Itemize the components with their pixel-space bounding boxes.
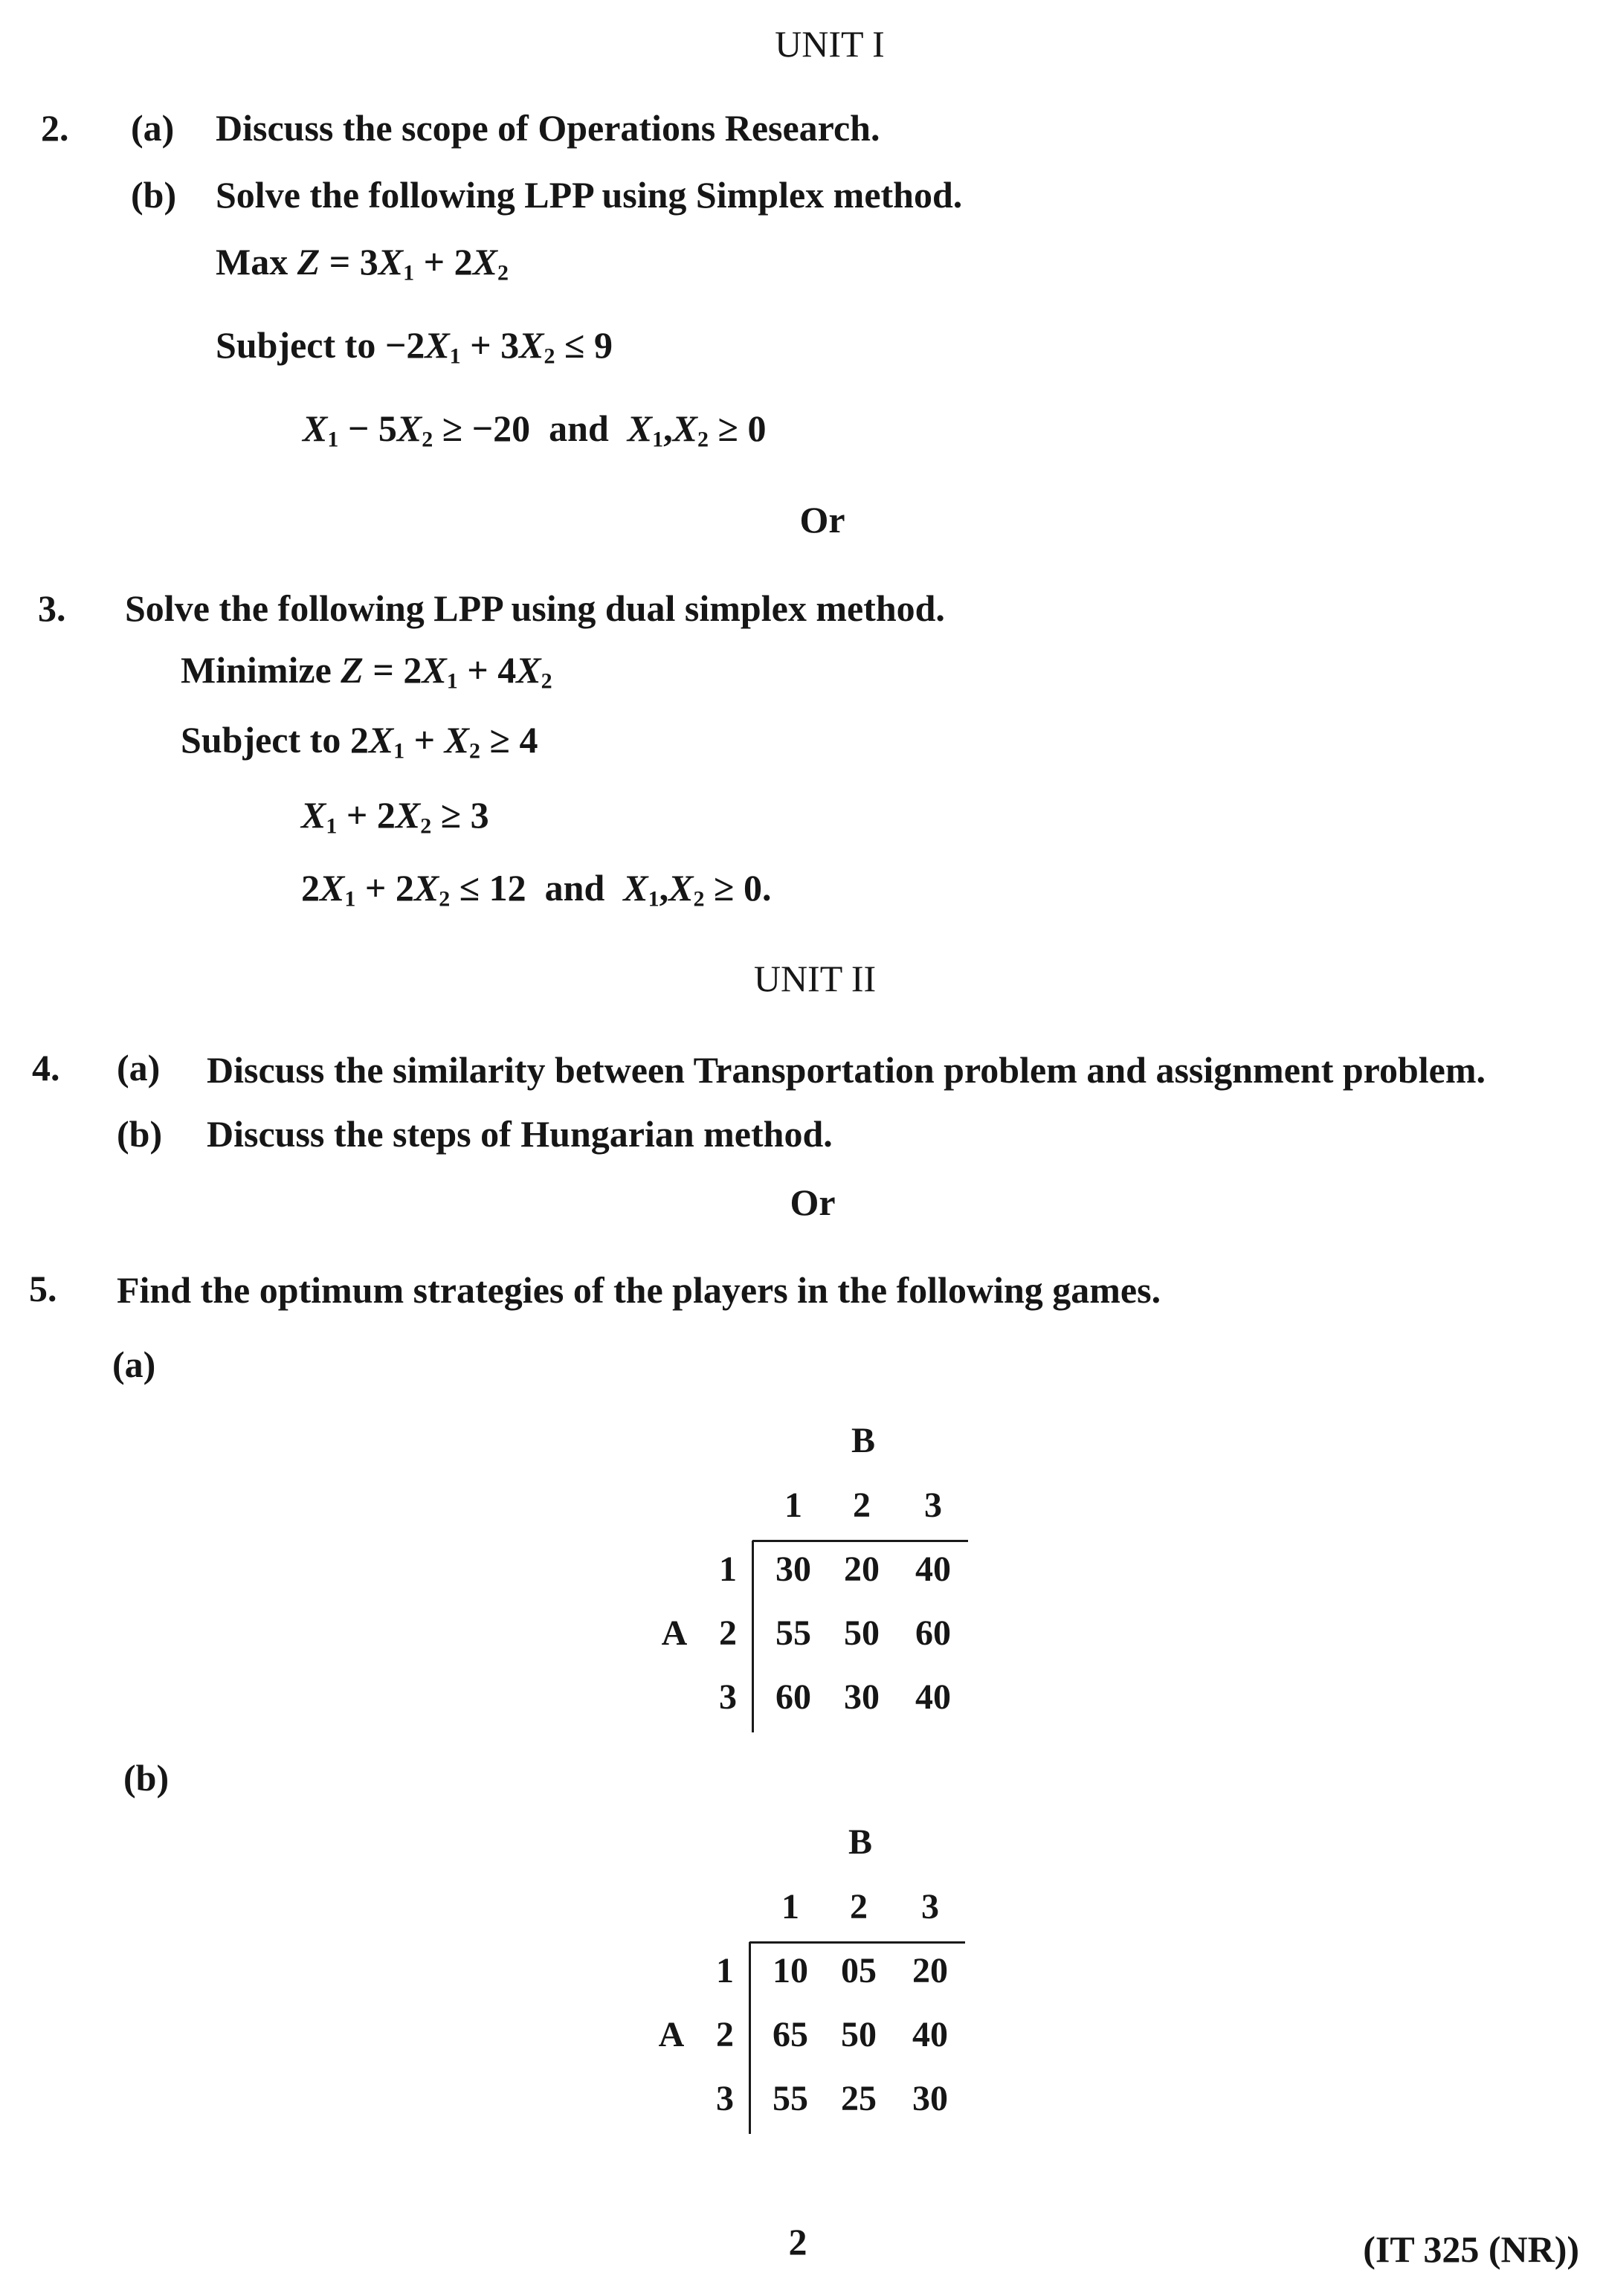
question-2b-text: Solve the following LPP using Simplex method.	[216, 174, 963, 216]
row-player-label: A	[661, 1613, 688, 1653]
row-label-rule	[749, 1942, 751, 2134]
question-3-constraint-1: Subject to $2X_1 + X_2 \ge 4$	[181, 719, 538, 764]
variable-symbol: X	[301, 794, 326, 836]
subscript-index: 2	[541, 668, 552, 694]
question-5-number: 5.	[29, 1268, 57, 1309]
variable-symbol: X	[519, 324, 544, 366]
variable-symbol: X	[516, 649, 541, 691]
variable-symbol: X	[395, 794, 421, 836]
row-strategy: 2	[716, 2015, 734, 2054]
row-player-label: A	[658, 2015, 685, 2054]
subscript-index: 2	[420, 813, 432, 839]
row-strategy: 3	[716, 2079, 734, 2118]
variable-symbol: X	[396, 407, 422, 449]
column-strategy: 2	[850, 1887, 868, 1926]
unit-1-heading: UNIT I	[775, 23, 885, 65]
column-strategy: 3	[924, 1486, 942, 1525]
question-3-constraint-3: $2X_1 + 2X_2 \le 12$ and $X_1,X_2 \ge 0$.	[301, 867, 772, 912]
question-3-number: 3.	[38, 587, 66, 629]
variable-symbol: X	[320, 867, 345, 909]
question-2b-objective: Max $Z = 3X_1 + 2X_2$	[216, 241, 509, 286]
column-player-label: B	[848, 1822, 873, 1862]
subscript-index: 1	[393, 738, 405, 764]
payoff-cell: 25	[841, 2079, 877, 2118]
subscript-index: 1	[403, 260, 415, 286]
page-number: 2	[788, 2221, 807, 2263]
payoff-cell: 50	[841, 2015, 877, 2054]
or-separator: Or	[790, 1181, 836, 1223]
payoff-cell: 60	[775, 1677, 811, 1717]
payoff-cell: 40	[912, 2015, 948, 2054]
column-strategy: 3	[921, 1887, 939, 1926]
variable-symbol: X	[413, 867, 439, 909]
variable-symbol: X	[627, 407, 653, 449]
question-2-number: 2.	[41, 107, 69, 149]
variable-symbol: X	[668, 867, 694, 909]
variable-symbol: X	[623, 867, 648, 909]
variable-symbol: X	[368, 719, 394, 761]
question-4-number: 4.	[32, 1047, 60, 1089]
question-3-constraint-2: $X_1 + 2X_2 \ge 3$	[301, 794, 489, 839]
row-label-rule	[752, 1541, 754, 1732]
subscript-index: 2	[497, 260, 509, 286]
row-strategy: 1	[719, 1550, 737, 1589]
question-2a-label: (a)	[131, 107, 175, 149]
payoff-cell: 20	[844, 1550, 880, 1589]
row-strategy: 2	[719, 1613, 737, 1653]
column-strategy: 1	[784, 1486, 802, 1525]
subscript-index: 1	[326, 813, 338, 839]
payoff-cell: 30	[775, 1550, 811, 1589]
question-2b-label: (b)	[131, 174, 177, 216]
payoff-cell: 55	[773, 2079, 808, 2118]
question-2b-constraint-2: $X_1 - 5X_2 \ge -20$ and $X_1,X_2 \ge 0$	[303, 407, 767, 452]
subscript-index: 2	[697, 427, 709, 452]
variable-symbol: X	[472, 241, 497, 283]
row-strategy: 3	[719, 1677, 737, 1717]
variable-symbol: X	[425, 324, 450, 366]
payoff-cell: 50	[844, 1613, 880, 1653]
column-strategy: 2	[853, 1486, 871, 1525]
column-player-label: B	[851, 1421, 876, 1460]
paper-code: (IT 325 (NR))	[1363, 2228, 1579, 2270]
question-4b-text: Discuss the steps of Hungarian method.	[207, 1113, 833, 1155]
payoff-cell: 30	[912, 2079, 948, 2118]
header-rule	[749, 1941, 965, 1944]
payoff-cell: 40	[915, 1677, 951, 1717]
subscript-index: 2	[544, 344, 555, 369]
variable-symbol: X	[303, 407, 328, 449]
subscript-index: 2	[422, 427, 433, 452]
subscript-index: 2	[693, 886, 705, 912]
variable-symbol: X	[422, 649, 447, 691]
column-strategy: 1	[781, 1887, 799, 1926]
variable-symbol: Z	[341, 649, 364, 691]
or-separator: Or	[799, 499, 845, 541]
header-rule	[752, 1540, 968, 1542]
subscript-index: 2	[469, 738, 481, 764]
subscript-index: 1	[344, 886, 356, 912]
subscript-index: 1	[446, 668, 458, 694]
question-3-objective: Minimize $Z = 2X_1 + 4X_2$	[181, 649, 552, 694]
payoff-cell: 05	[841, 1951, 877, 1990]
subscript-index: 1	[648, 886, 660, 912]
question-4a-text: Discuss the similarity between Transportation problem and assignment problem.	[207, 1049, 1486, 1091]
question-5b-label: (b)	[123, 1757, 170, 1799]
question-4a-label: (a)	[117, 1047, 161, 1089]
question-4b-label: (b)	[117, 1113, 163, 1155]
payoff-cell: 10	[773, 1951, 808, 1990]
payoff-cell: 20	[912, 1951, 948, 1990]
question-2a-text: Discuss the scope of Operations Research.	[216, 107, 880, 149]
subscript-index: 1	[652, 427, 664, 452]
payoff-cell: 55	[775, 1613, 811, 1653]
payoff-cell: 60	[915, 1613, 951, 1653]
question-5-text: Find the optimum strategies of the players in the following games.	[117, 1269, 1161, 1311]
subscript-index: 2	[439, 886, 451, 912]
payoff-cell: 30	[844, 1677, 880, 1717]
variable-symbol: X	[444, 719, 470, 761]
question-5a-label: (a)	[112, 1344, 156, 1385]
payoff-cell: 65	[773, 2015, 808, 2054]
subscript-index: 1	[449, 344, 461, 369]
variable-symbol: X	[378, 241, 404, 283]
payoff-cell: 40	[915, 1550, 951, 1589]
variable-symbol: Z	[297, 241, 320, 283]
question-2b-constraint-1: Subject to $-2X_1 + 3X_2 \le 9$	[216, 324, 613, 369]
variable-symbol: X	[672, 407, 698, 449]
question-3-text: Solve the following LPP using dual simplex method.	[125, 587, 945, 629]
subscript-index: 1	[327, 427, 339, 452]
unit-2-heading: UNIT II	[753, 958, 877, 999]
row-strategy: 1	[716, 1951, 734, 1990]
